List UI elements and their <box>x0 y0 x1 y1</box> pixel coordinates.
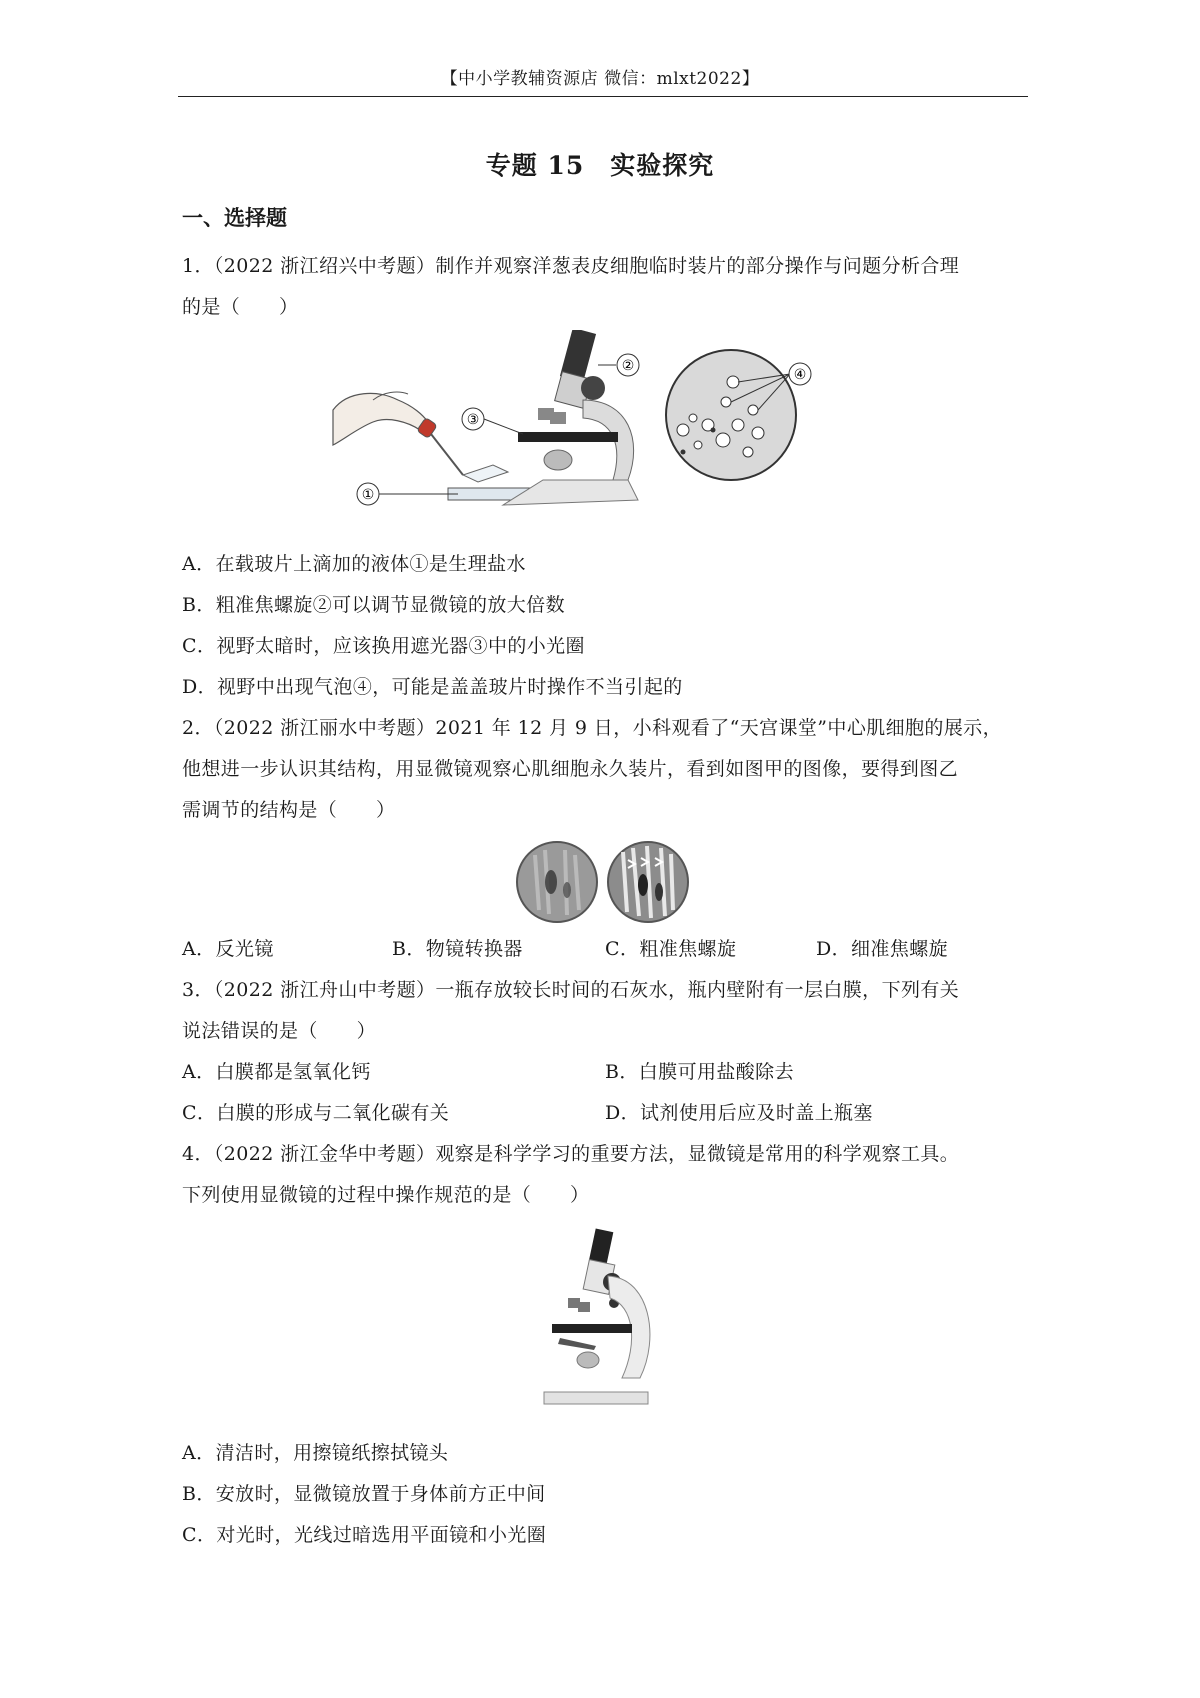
q4-stem-line-1: 4．（2022 浙江金华中考题）观察是科学学习的重要方法，显微镜是常用的科学观察工具。 <box>182 1143 960 1165</box>
q2-figure <box>515 840 695 924</box>
microscope-illustration <box>503 330 638 505</box>
q1-option-a: A．在载玻片上滴加的液体①是生理盐水 <box>182 553 526 575</box>
header-divider <box>178 96 1028 97</box>
q2-option-d: D．细准焦螺旋 <box>816 938 949 960</box>
q2-stem-line-1: 2．（2022 浙江丽水中考题）2021 年 12 月 9 日，小科观看了“天宫课堂”中心肌细胞的展示， <box>182 717 1003 739</box>
q3-stem-line-2: 说法错误的是（ ） <box>182 1020 377 1042</box>
q3-option-c: C．白膜的形成与二氧化碳有关 <box>182 1102 450 1124</box>
q2-option-c: C．粗准焦螺旋 <box>605 938 737 960</box>
label-1-marker <box>357 483 458 505</box>
q3-option-d: D．试剂使用后应及时盖上瓶塞 <box>605 1102 873 1124</box>
label-3-marker <box>462 408 523 434</box>
q2-option-a: A．反光镜 <box>182 938 274 960</box>
q1-option-c: C．视野太暗时，应该换用遮光器③中的小光圈 <box>182 635 585 657</box>
q4-option-b: B．安放时，显微镜放置于身体前方正中间 <box>182 1483 546 1505</box>
q4-microscope-figure <box>530 1228 660 1428</box>
q2-stem-line-3: 需调节的结构是（ ） <box>182 799 396 821</box>
section-heading: 一、选择题 <box>182 205 287 230</box>
q3-option-b: B．白膜可用盐酸除去 <box>605 1061 794 1083</box>
q2-stem-line-2: 他想进一步认识其结构，用显微镜观察心肌细胞永久装片，看到如图甲的图像，要得到图乙 <box>182 758 959 780</box>
image-yi <box>608 842 688 922</box>
image-jia <box>517 842 597 922</box>
q3-stem-line-1: 3．（2022 浙江舟山中考题）一瓶存放较长时间的石灰水，瓶内壁附有一层白膜，下列有关 <box>182 979 960 1001</box>
q4-option-a: A．清洁时，用擦镜纸擦拭镜头 <box>182 1442 449 1464</box>
q1-stem-line-2: 的是（ ） <box>182 296 299 318</box>
q1-stem-line-1: 1．（2022 浙江绍兴中考题）制作并观察洋葱表皮细胞临时装片的部分操作与问题分析合理 <box>182 255 960 277</box>
q1-option-d: D．视野中出现气泡④，可能是盖盖玻片时操作不当引起的 <box>182 676 683 698</box>
q4-option-c: C．对光时，光线过暗选用平面镜和小光圈 <box>182 1524 547 1546</box>
q1-option-b: B．粗准焦螺旋②可以调节显微镜的放大倍数 <box>182 594 565 616</box>
document-title: 专题 15 实验探究 <box>485 151 715 180</box>
q1-figure <box>328 330 888 535</box>
microscope-view-illustration <box>666 350 796 480</box>
fig-label-1: ① <box>361 487 375 503</box>
label-2-marker <box>598 354 639 376</box>
fig-label-2: ② <box>621 358 635 374</box>
fig-label-4: ④ <box>793 367 807 383</box>
q4-stem-line-2: 下列使用显微镜的过程中操作规范的是（ ） <box>182 1184 590 1206</box>
q2-option-b: B．物镜转换器 <box>392 938 523 960</box>
fig-label-3: ③ <box>466 412 480 428</box>
q3-option-a: A．白膜都是氢氧化钙 <box>182 1061 371 1083</box>
page-header: 【中小学教辅资源店 微信：mlxt2022】 <box>440 69 760 89</box>
